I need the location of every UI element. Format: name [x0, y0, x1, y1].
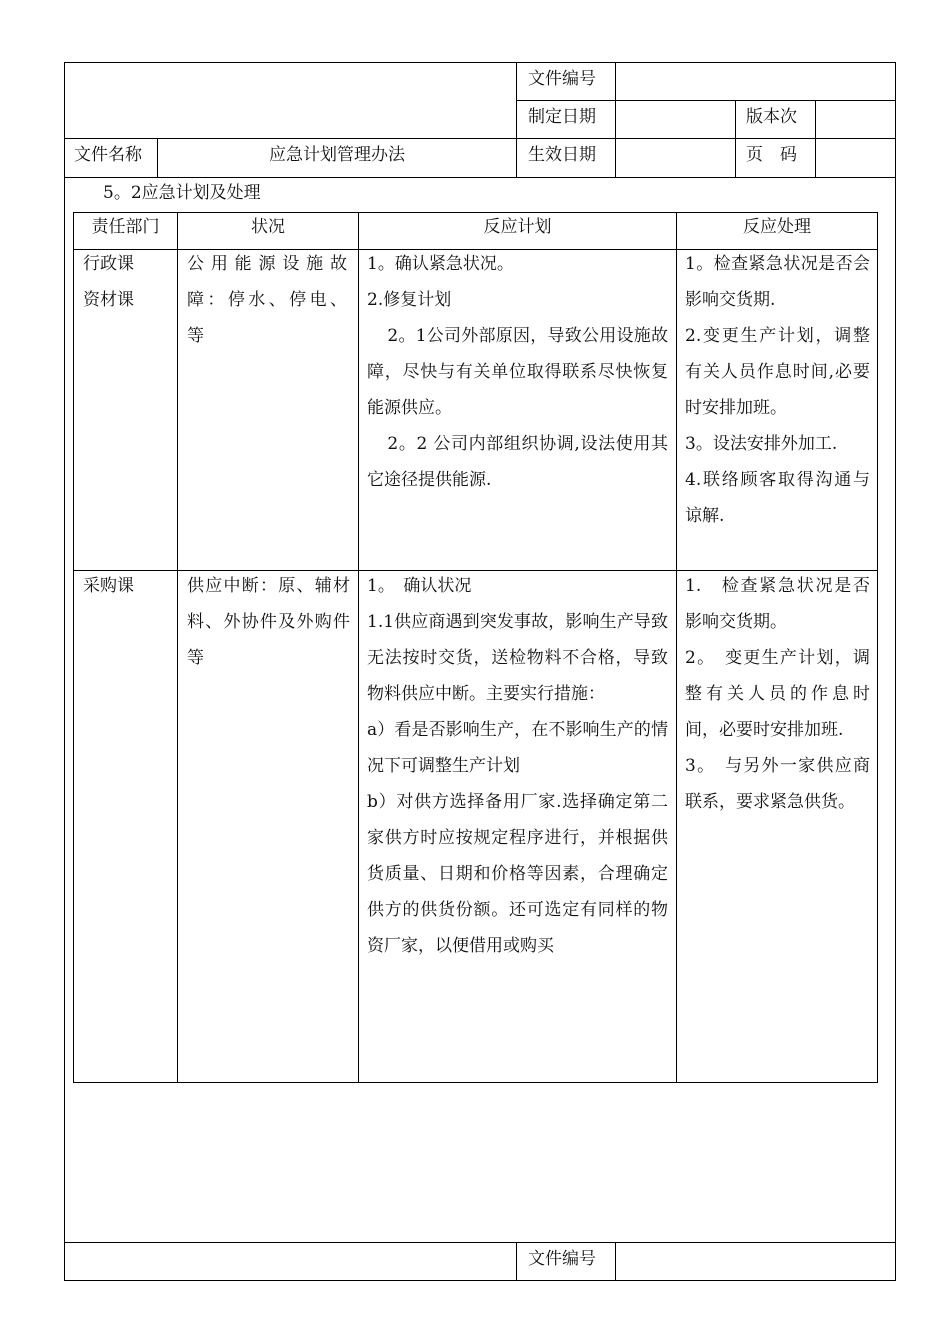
table-row-1-dept — [83, 246, 173, 318]
column-header-plan: 反应计划 — [483, 217, 552, 237]
footer-vline-value — [615, 1242, 616, 1281]
handling-line: 2.变更生产计划，调整有关人员作息时间,必要时安排加班。 — [685, 326, 870, 418]
footer-file-number-label: 文件编号 — [528, 1249, 596, 1269]
footer-top-line — [64, 1242, 896, 1243]
table-col-line-1 — [177, 212, 178, 1083]
table-row-2-plan — [367, 568, 668, 964]
file-number-label: 文件编号 — [528, 69, 596, 89]
header-line-1 — [516, 100, 896, 101]
handling-line: 3。 与另外一家供应商联系，要求紧急供货。 — [685, 756, 870, 812]
creation-date-label: 制定日期 — [528, 107, 596, 127]
version-label: 版本次 — [746, 107, 797, 127]
effective-date-label: 生效日期 — [528, 145, 596, 165]
plan-line: 2.修复计划 — [367, 290, 452, 310]
column-header-status: 状况 — [251, 217, 285, 237]
table-row-2-status — [187, 568, 350, 676]
table-row-2-dept — [83, 568, 173, 604]
plan-line: 1。确认紧急状况。 — [367, 254, 514, 274]
header-line-2 — [64, 138, 896, 139]
table-left-line — [73, 212, 74, 1083]
table-row-1-handling — [685, 246, 870, 534]
handling-line: 2。 变更生产计划，调整有关人员的作息时间，必要时安排加班. — [685, 648, 870, 740]
table-col-line-3 — [676, 212, 677, 1083]
header-line-3 — [64, 177, 896, 178]
plan-line: 1.1供应商遇到突发事故，影响生产导致无法按时交货，送检物料不合格，导致物料供应中断。主要实行措施： — [367, 612, 668, 704]
plan-line: 1。 确认状况 — [367, 576, 472, 596]
frame-bottom-line — [64, 1280, 896, 1281]
file-name-label: 文件名称 — [74, 145, 142, 165]
header-vline-version-value — [815, 100, 816, 178]
page-number-label: 页 码 — [746, 145, 797, 165]
footer-vline-label — [516, 1242, 517, 1281]
header-vline-label — [516, 62, 517, 178]
column-header-handling: 反应处理 — [743, 217, 811, 237]
table-row-1-plan — [367, 246, 668, 498]
plan-line: 2。1公司外部原因，导致公用设施故障，尽快与有关单位取得联系尽快恢复能源供应。 — [367, 326, 668, 418]
dept-name: 资材课 — [83, 290, 134, 310]
frame-left-line — [64, 62, 65, 1281]
handling-line: 1。检查紧急状况是否会影响交货期. — [685, 254, 870, 310]
table-top-line — [73, 212, 878, 213]
dept-name: 行政课 — [83, 254, 134, 274]
plan-line: a）看是否影响生产，在不影响生产的情况下可调整生产计划 — [367, 720, 668, 776]
table-col-line-2 — [358, 212, 359, 1083]
frame-top-line — [64, 62, 896, 63]
section-title: 5。2应急计划及处理 — [103, 183, 261, 203]
handling-line: 1. 检查紧急状况是否影响交货期。 — [685, 576, 870, 632]
plan-line: b）对供方选择备用厂家.选择确定第二家供方时应按规定程序进行，并根据供货质量、日期和价格等因素，合理确定供方的供货份额。还可选定有同样的物资厂家，以便借用或购买 — [367, 792, 668, 956]
file-name-value: 应急计划管理办法 — [269, 145, 405, 165]
status-text: 公用能源设施故障：停水、停电、等 — [187, 254, 350, 346]
handling-line: 3。设法安排外加工. — [685, 434, 838, 454]
table-row-1-status — [187, 246, 350, 354]
header-vline-version — [735, 100, 736, 178]
handling-line: 4.联络顾客取得沟通与谅解. — [685, 470, 870, 526]
table-row-2-handling — [685, 568, 870, 820]
status-text: 供应中断：原、辅材料、外协件及外购件等 — [187, 576, 350, 668]
frame-right-line — [895, 62, 896, 1281]
table-bottom-line — [73, 1082, 878, 1083]
plan-line: 2。2 公司内部组织协调,设法使用其它途径提供能源. — [367, 434, 668, 490]
table-right-line — [877, 212, 878, 1083]
dept-name: 采购课 — [83, 576, 134, 596]
column-header-dept: 责任部门 — [91, 217, 160, 237]
header-vline-value — [615, 62, 616, 178]
